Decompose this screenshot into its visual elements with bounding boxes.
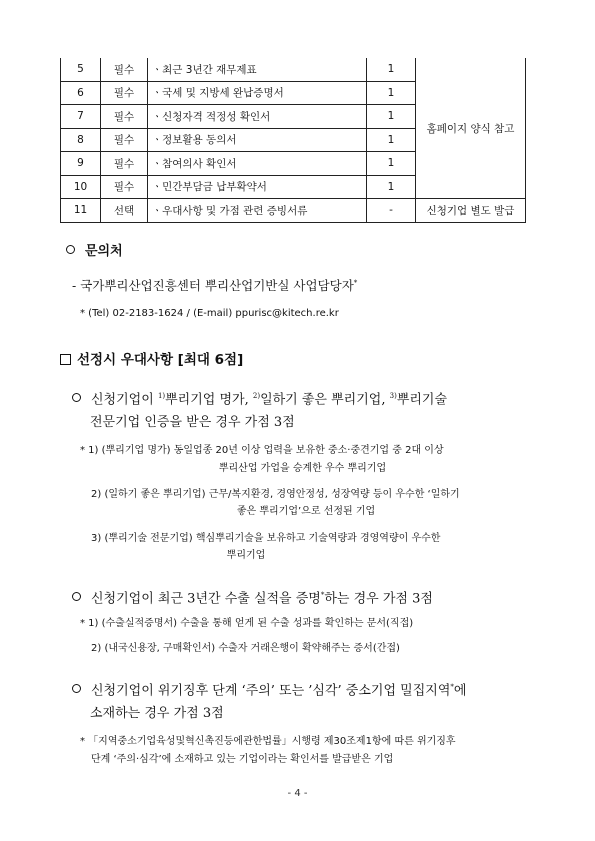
row-count: - bbox=[367, 199, 416, 223]
p1-note-1a: * 1) (뿌리기업 명가) 동일업종 20년 이상 업력을 보유한 중소·중견기업 중 2대 이상 bbox=[80, 445, 444, 456]
row-note-merged: 홈페이지 양식 참고 bbox=[416, 58, 526, 199]
row-count: 1 bbox=[367, 128, 416, 152]
circle-bullet-icon bbox=[72, 393, 81, 402]
row-item: ㆍ최근 3년간 재무제표 bbox=[148, 58, 367, 81]
preference-item-1 bbox=[72, 385, 447, 434]
row-item: ㆍ국세 및 지방세 완납증명서 bbox=[148, 81, 367, 105]
preference-item-3 bbox=[72, 676, 466, 725]
contact-heading-text: 문의처 bbox=[85, 244, 123, 259]
p1-note-2b: 좋은 뿌리기업’으로 선정된 기업 bbox=[236, 506, 376, 517]
table-row bbox=[61, 199, 526, 223]
row-required: 필수 bbox=[101, 128, 148, 152]
p2-text-1: 신청기업이 최근 3년간 수출 실적을 증명 bbox=[91, 591, 321, 607]
row-number: 7 bbox=[61, 105, 101, 129]
row-item: ㆍ신청자격 적정성 확인서 bbox=[148, 105, 367, 129]
row-number: 6 bbox=[61, 81, 101, 105]
p1-note-3a: 3) (뿌리기술 전문기업) 핵심뿌리기술을 보유하고 기술역량과 경영역량이 우수한 bbox=[91, 533, 441, 544]
contact-organization bbox=[72, 276, 357, 294]
p3-note-1b: 단계 ‘주의·심각’에 소재하고 있는 기업이라는 확인서를 발급받은 기업 bbox=[91, 754, 394, 765]
row-required: 필수 bbox=[101, 152, 148, 176]
p2-sup: * bbox=[320, 591, 325, 599]
contact-heading bbox=[66, 240, 123, 259]
p1-note-2a: 2) (일하기 좋은 뿌리기업) 근무/복지환경, 경영안정성, 성장역량 등이 우수한 ‘일하기 bbox=[91, 489, 460, 500]
p1-sup-3: 3) bbox=[389, 392, 397, 400]
row-item: ㆍ참여의사 확인서 bbox=[148, 152, 367, 176]
required-documents-table bbox=[60, 58, 526, 223]
p3-text-1: 신청기업이 위기징후 단계 ‘주의’ 또는 ’심각’ 중소기업 밀집지역 bbox=[91, 683, 451, 699]
row-count: 1 bbox=[367, 175, 416, 199]
p1-note-3b: 뿌리기업 bbox=[226, 550, 266, 561]
square-bullet-icon bbox=[60, 354, 71, 365]
row-item: ㆍ정보활용 동의서 bbox=[148, 128, 367, 152]
p1-note-1b: 뿌리산업 가업을 승계한 우수 뿌리기업 bbox=[218, 463, 387, 474]
contact-org-text: - 국가뿌리산업진흥센터 뿌리산업기반실 사업담당자 bbox=[72, 278, 354, 293]
contact-phone-email: * (Tel) 02-2183-1624 / (E-mail) ppurisc@kitech.re.kr bbox=[80, 308, 339, 319]
row-item: ㆍ민간부담금 납부확약서 bbox=[148, 175, 367, 199]
page-number: - 4 - bbox=[287, 788, 308, 799]
row-required: 필수 bbox=[101, 175, 148, 199]
row-item: ㆍ우대사항 및 가점 관련 증빙서류 bbox=[148, 199, 367, 223]
circle-bullet-icon bbox=[72, 684, 81, 693]
row-count: 1 bbox=[367, 105, 416, 129]
p2-note-2: 2) (내국신용장, 구매확인서) 수출자 거래은행이 확약해주는 증서(간접) bbox=[91, 643, 400, 654]
row-required: 필수 bbox=[101, 81, 148, 105]
contact-org-mark: * bbox=[353, 278, 358, 287]
p2-note-1: * 1) (수출실적증명서) 수출을 통해 얻게 된 수출 성과를 확인하는 문서(직접) bbox=[80, 618, 414, 629]
row-note: 신청기업 별도 발급 bbox=[416, 199, 526, 223]
p1-text-2: 뿌리기업 명가, bbox=[165, 392, 253, 408]
p1-text-1: 신청기업이 bbox=[91, 392, 158, 408]
p2-text-2: 하는 경우 가점 3점 bbox=[324, 591, 433, 607]
row-required: 필수 bbox=[101, 105, 148, 129]
section-title bbox=[60, 348, 243, 368]
row-required: 선택 bbox=[101, 199, 148, 223]
row-count: 1 bbox=[367, 152, 416, 176]
preference-item-2 bbox=[72, 584, 433, 610]
circle-bullet-icon bbox=[72, 592, 81, 601]
row-required: 필수 bbox=[101, 58, 148, 81]
row-count: 1 bbox=[367, 81, 416, 105]
row-number: 11 bbox=[61, 199, 101, 223]
p1-text-3: 일하기 좋은 뿌리기업, bbox=[260, 392, 390, 408]
p3-text-2: 에 bbox=[453, 683, 467, 699]
p3-line-2: 소재하는 경우 가점 3점 bbox=[90, 706, 224, 722]
p1-line-2: 전문기업 인증을 받은 경우 가점 3점 bbox=[90, 415, 295, 431]
row-number: 5 bbox=[61, 58, 101, 81]
row-count: 1 bbox=[367, 58, 416, 81]
row-number: 8 bbox=[61, 128, 101, 152]
p1-sup-2: 2) bbox=[252, 392, 261, 400]
section-title-text: 선정시 우대사항 [최대 6점] bbox=[77, 352, 244, 368]
p3-note-1a: * 「지역중소기업육성및혁신촉진등에관한법률」시행령 제30조제1항에 따른 위기징후 bbox=[80, 736, 456, 747]
row-number: 9 bbox=[61, 152, 101, 176]
p1-sup-1: 1) bbox=[157, 392, 166, 400]
table-row bbox=[61, 58, 526, 81]
row-number: 10 bbox=[61, 175, 101, 199]
p3-sup: * bbox=[450, 683, 454, 691]
circle-bullet-icon bbox=[66, 245, 75, 254]
p1-text-4: 뿌리기술 bbox=[396, 392, 448, 408]
